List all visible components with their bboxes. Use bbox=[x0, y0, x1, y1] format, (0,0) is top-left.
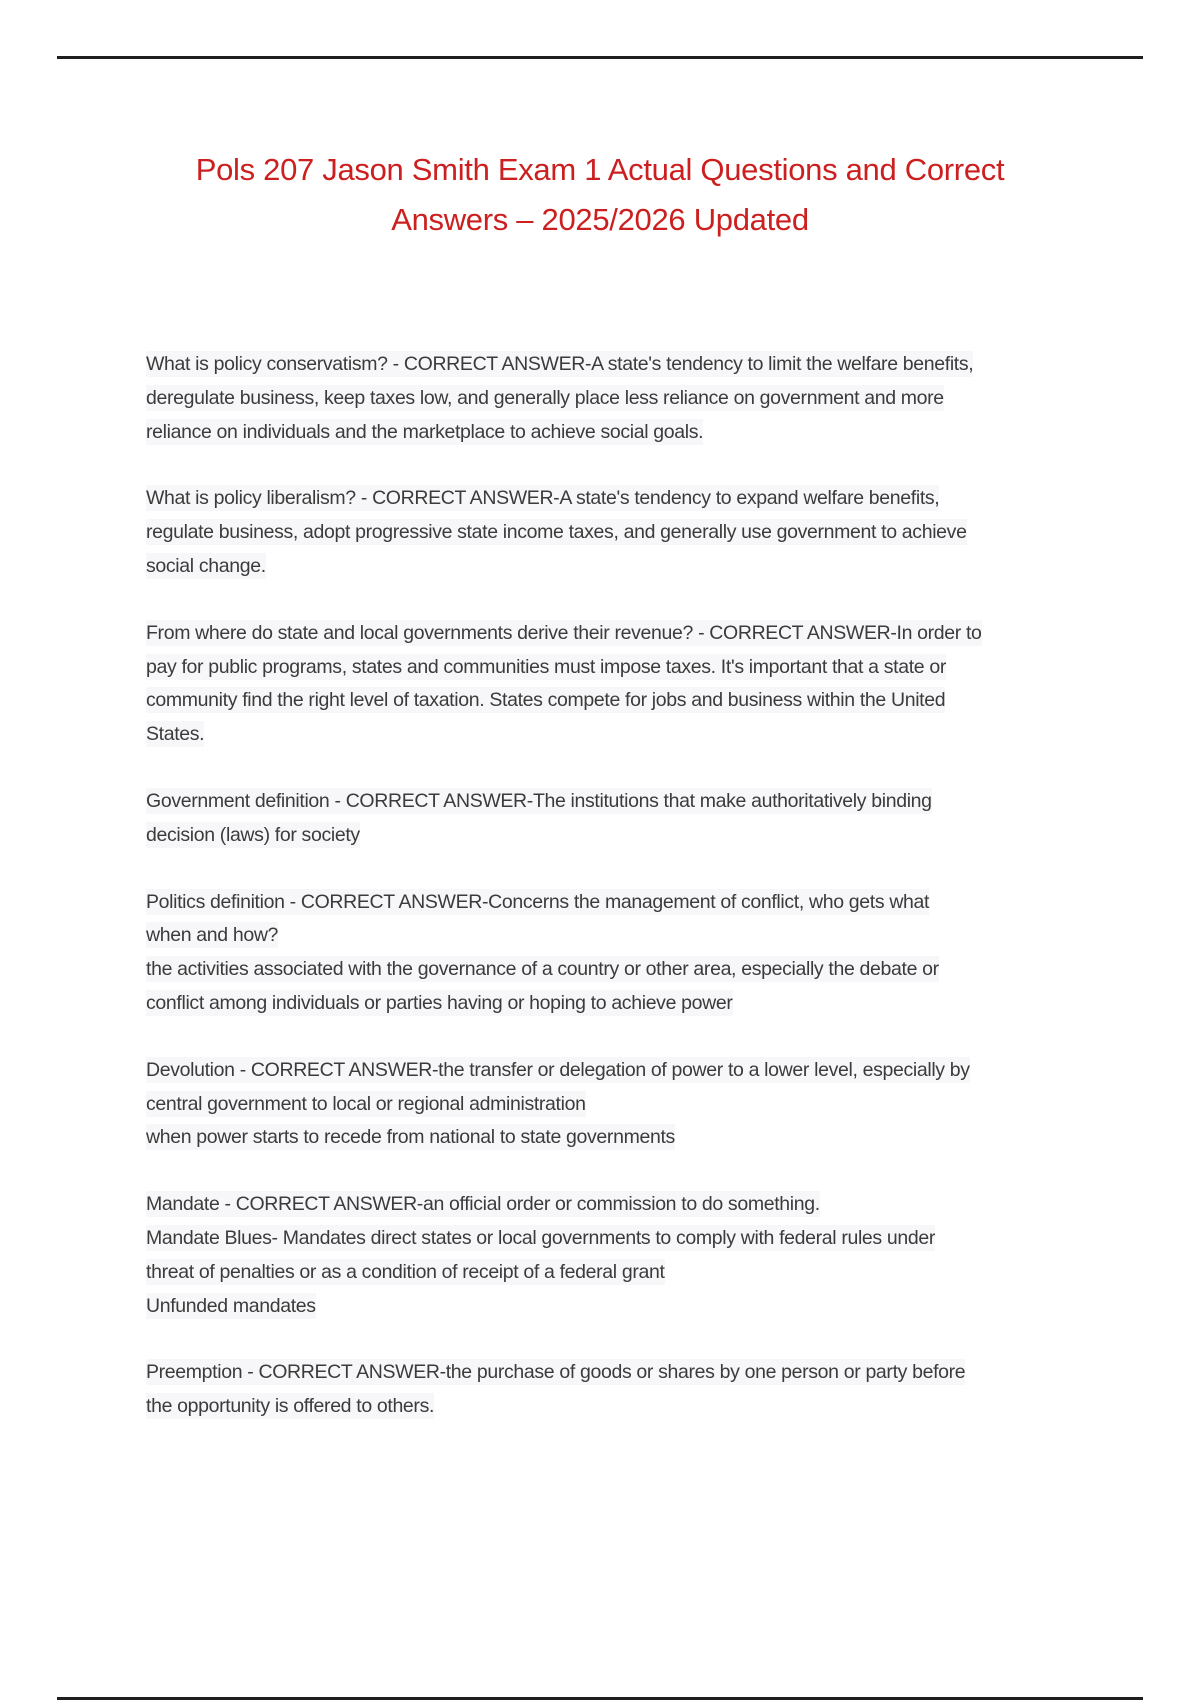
qa-text-line: central government to local or regional administration bbox=[146, 1092, 586, 1115]
qa-item-mandate bbox=[146, 1188, 1096, 1323]
qa-text-line: community find the right level of taxation. States compete for jobs and business within the United bbox=[146, 689, 946, 712]
qa-list bbox=[146, 348, 1096, 1457]
qa-item-policy-conservatism bbox=[146, 348, 1096, 449]
qa-text-line: social change. bbox=[146, 554, 266, 577]
qa-item-policy-liberalism bbox=[146, 482, 1096, 583]
qa-item-devolution bbox=[146, 1054, 1096, 1155]
qa-text-line: conflict among individuals or parties having or hoping to achieve power bbox=[146, 991, 733, 1014]
qa-text-line: States. bbox=[146, 723, 205, 746]
qa-text-line: Mandate - CORRECT ANSWER-an official order or commission to do something. bbox=[146, 1193, 820, 1216]
qa-text-line: when power starts to recede from national to state governments bbox=[146, 1126, 675, 1149]
qa-text-line: From where do state and local governments derive their revenue? - CORRECT ANSWER-In order to bbox=[146, 621, 982, 644]
qa-item-politics-definition bbox=[146, 886, 1096, 1021]
title-line-1: Pols 207 Jason Smith Exam 1 Actual Questions and Correct bbox=[195, 152, 1005, 187]
qa-text-line: pay for public programs, states and communities must impose taxes. It's important that a state or bbox=[146, 655, 946, 678]
qa-text-line: the opportunity is offered to others. bbox=[146, 1395, 435, 1418]
title-line-2: Answers – 2025/2026 Updated bbox=[391, 202, 809, 237]
qa-text-line: decision (laws) for society bbox=[146, 823, 360, 846]
qa-text-line: Unfunded mandates bbox=[146, 1294, 316, 1317]
qa-text-line: Preemption - CORRECT ANSWER-the purchase of goods or shares by one person or party before bbox=[146, 1361, 966, 1384]
qa-item-government-definition bbox=[146, 785, 1096, 853]
header-rule bbox=[57, 56, 1143, 59]
qa-item-revenue bbox=[146, 617, 1096, 752]
qa-text-line: reliance on individuals and the marketplace to achieve social goals. bbox=[146, 420, 704, 443]
qa-text-line: threat of penalties or as a condition of receipt of a federal grant bbox=[146, 1260, 665, 1283]
qa-text-line: What is policy liberalism? - CORRECT ANSWER-A state's tendency to expand welfare benefits, bbox=[146, 487, 940, 510]
qa-text-line: Mandate Blues- Mandates direct states or local governments to comply with federal rules under bbox=[146, 1226, 936, 1249]
qa-text-line: Politics definition - CORRECT ANSWER-Concerns the management of conflict, who gets what bbox=[146, 890, 930, 913]
qa-text-line: Devolution - CORRECT ANSWER-the transfer or delegation of power to a lower level, especially by bbox=[146, 1058, 970, 1081]
qa-text-line: when and how? bbox=[146, 924, 279, 947]
qa-text-line: Government definition - CORRECT ANSWER-The institutions that make authoritatively binding bbox=[146, 789, 932, 812]
qa-text-line: the activities associated with the governance of a country or other area, especially the debate or bbox=[146, 958, 939, 981]
qa-item-preemption bbox=[146, 1356, 1096, 1424]
qa-text-line: regulate business, adopt progressive state income taxes, and generally use government to achieve bbox=[146, 521, 967, 544]
document-title bbox=[0, 145, 1200, 245]
qa-text-line: deregulate business, keep taxes low, and generally place less reliance on government and more bbox=[146, 386, 944, 409]
qa-text-line: What is policy conservatism? - CORRECT ANSWER-A state's tendency to limit the welfare benefits, bbox=[146, 353, 974, 375]
